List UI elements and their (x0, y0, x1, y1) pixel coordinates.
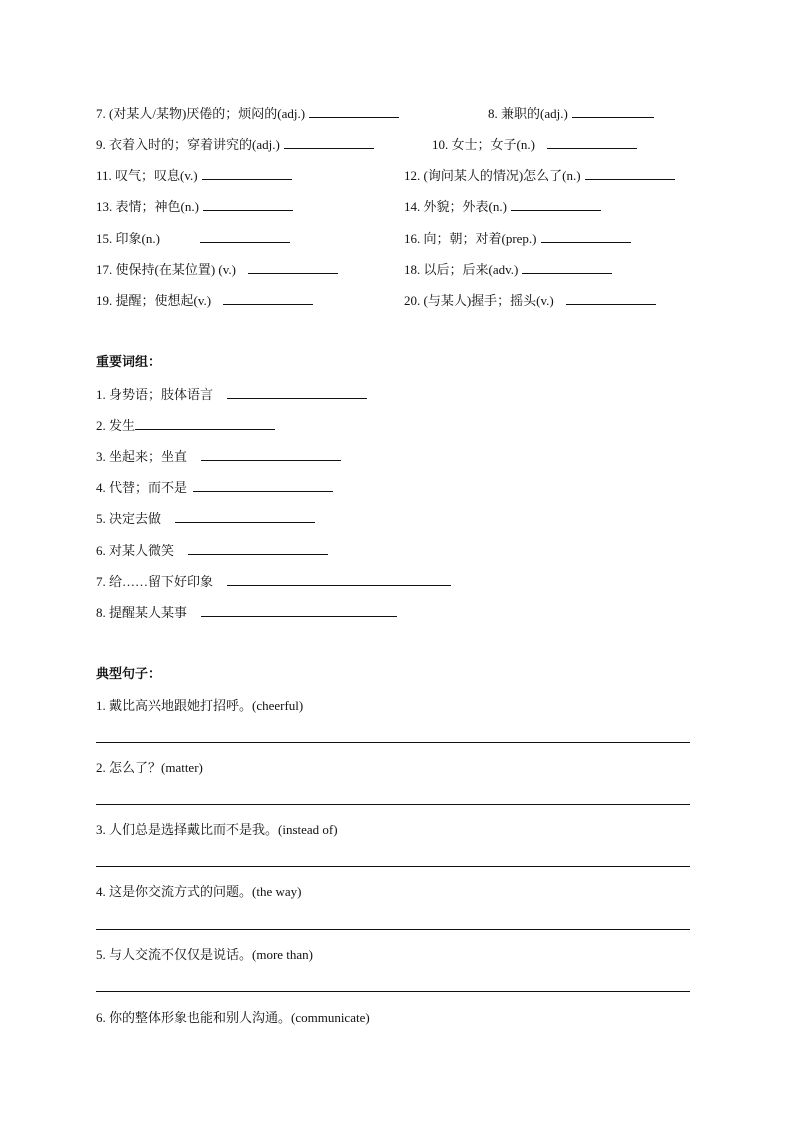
vocab-item: 12. (询问某人的情况)怎么了(n.) (404, 165, 675, 186)
answer-blank[interactable] (284, 134, 374, 149)
sentence-prompt: 4. 这是你交流方式的问题。(the way) (96, 884, 302, 899)
phrase-item: 4. 代替；而不是 (96, 477, 333, 498)
answer-blank[interactable] (201, 446, 341, 461)
answer-blank[interactable] (227, 384, 367, 399)
vocab-item: 8. 兼职的(adj.) (488, 103, 654, 124)
section-heading-phrases: 重要词组： (96, 354, 162, 369)
answer-blank[interactable] (188, 540, 328, 555)
sentence-prompt: 5. 与人交流不仅仅是说话。(more than) (96, 947, 314, 962)
answer-line[interactable] (96, 866, 690, 867)
vocab-row (96, 165, 696, 185)
vocab-row (96, 259, 696, 279)
vocab-item: 11. 叹气；叹息(v.) (96, 165, 292, 186)
phrase-item: 3. 坐起来；坐直 (96, 446, 341, 467)
sentence-prompt: 1. 戴比高兴地跟她打招呼。(cheerful) (96, 698, 304, 713)
answer-blank[interactable] (193, 477, 333, 492)
answer-blank[interactable] (541, 228, 631, 243)
phrase-item: 6. 对某人微笑 (96, 540, 328, 561)
answer-blank[interactable] (223, 290, 313, 305)
answer-line[interactable] (96, 991, 690, 992)
vocab-item: 10. 女士；女子(n.) (432, 134, 637, 155)
section-heading-sentences: 典型句子： (96, 666, 162, 681)
answer-blank[interactable] (511, 196, 601, 211)
vocab-item: 18. 以后；后来(adv.) (404, 259, 612, 280)
answer-line[interactable] (96, 742, 690, 743)
answer-blank[interactable] (200, 228, 290, 243)
vocab-item: 20. (与某人)握手；摇头(v.) (404, 290, 656, 311)
answer-line[interactable] (96, 929, 690, 930)
vocab-item: 17. 使保持(在某位置) (v.) (96, 259, 338, 280)
phrase-item: 5. 决定去做 (96, 508, 315, 529)
answer-blank[interactable] (585, 165, 675, 180)
vocab-item: 19. 提醒；使想起(v.) (96, 290, 313, 311)
answer-blank[interactable] (522, 259, 612, 274)
answer-blank[interactable] (201, 602, 397, 617)
vocab-row (96, 290, 696, 310)
answer-blank[interactable] (566, 290, 656, 305)
sentence-prompt: 2. 怎么了？(matter) (96, 760, 203, 775)
phrase-item: 1. 身势语；肢体语言 (96, 384, 367, 405)
sentence-prompt: 6. 你的整体形象也能和别人沟通。(communicate) (96, 1010, 370, 1025)
answer-blank[interactable] (248, 259, 338, 274)
answer-blank[interactable] (202, 165, 292, 180)
vocab-row (96, 134, 696, 154)
answer-blank[interactable] (135, 415, 275, 430)
vocab-item: 14. 外貌；外表(n.) (404, 196, 601, 217)
sentence-prompt: 3. 人们总是选择戴比而不是我。(instead of) (96, 822, 338, 837)
vocab-row (96, 228, 696, 248)
answer-blank[interactable] (203, 196, 293, 211)
answer-blank[interactable] (227, 571, 451, 586)
vocab-item: 7. (对某人/某物)厌倦的；烦闷的(adj.) (96, 103, 399, 124)
vocab-row (96, 103, 696, 123)
vocab-item: 16. 向；朝；对着(prep.) (404, 228, 631, 249)
vocab-item: 9. 衣着入时的；穿着讲究的(adj.) (96, 134, 374, 155)
answer-blank[interactable] (175, 508, 315, 523)
phrase-item: 7. 给……留下好印象 (96, 571, 451, 592)
vocab-item: 13. 表情；神色(n.) (96, 196, 293, 217)
phrase-item: 8. 提醒某人某事 (96, 602, 397, 623)
answer-blank[interactable] (572, 103, 654, 118)
vocab-row (96, 196, 696, 216)
answer-blank[interactable] (547, 134, 637, 149)
answer-line[interactable] (96, 804, 690, 805)
answer-blank[interactable] (309, 103, 399, 118)
phrase-item: 2. 发生 (96, 415, 275, 436)
vocab-item: 15. 印象(n.) (96, 228, 290, 249)
